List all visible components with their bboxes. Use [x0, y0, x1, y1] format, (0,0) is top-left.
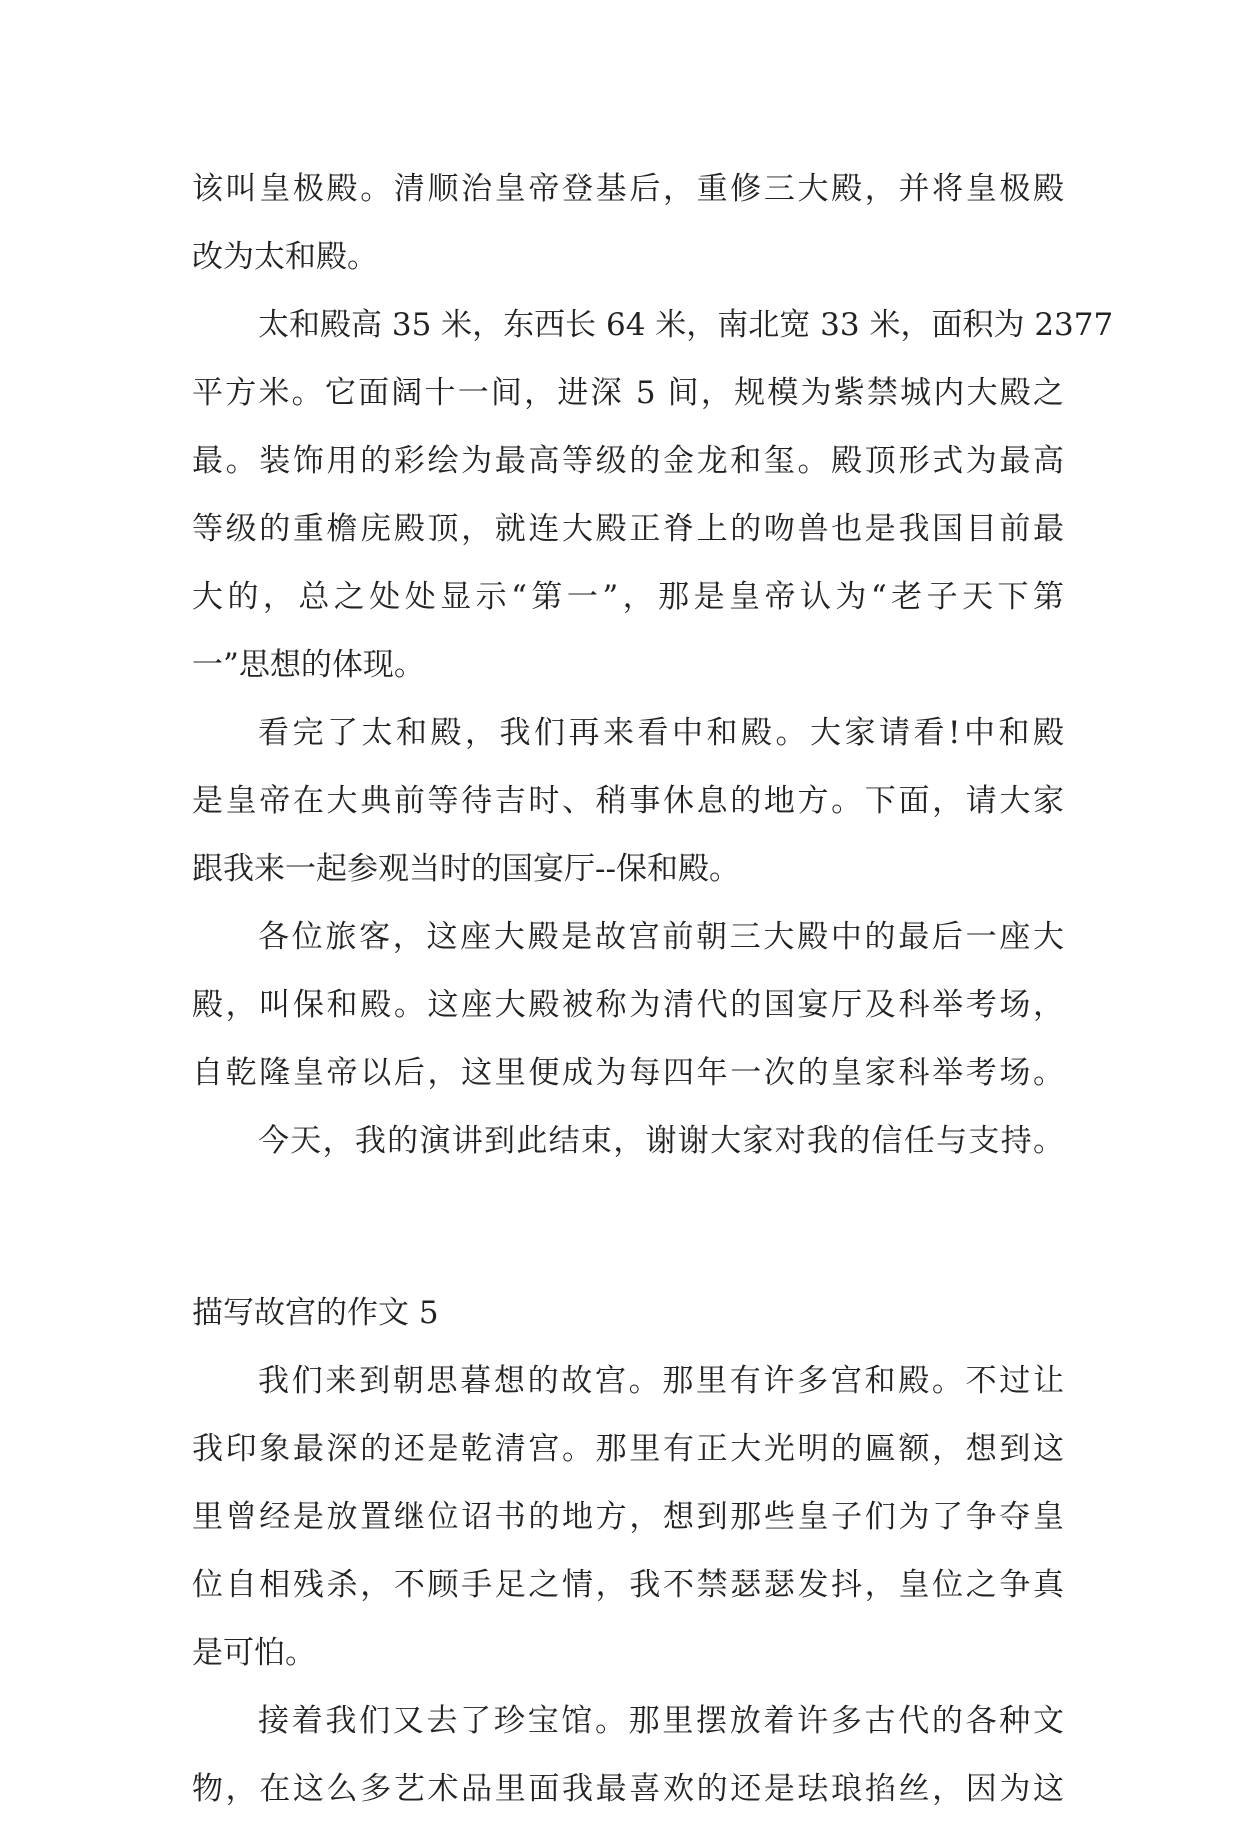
text-line: 我印象最深的还是乾清宫。那里有正大光明的匾额，想到这 [192, 1431, 1064, 1467]
text-line: 今天，我的演讲到此结束，谢谢大家对我的信任与支持。 [258, 1123, 1064, 1159]
text-line: 是可怕。 [192, 1635, 316, 1671]
text-line: 大的，总之处处显示“第一”，那是皇帝认为“老子天下第 [192, 579, 1064, 615]
text-line: 一”思想的体现。 [192, 647, 425, 683]
text-line: 平方米。它面阔十一间，进深 5 间，规模为紫禁城内大殿之 [192, 375, 1064, 411]
paragraph [192, 1687, 1064, 1823]
paragraph [192, 699, 1064, 903]
text-line: 里曾经是放置继位诏书的地方，想到那些皇子们为了争夺皇 [192, 1499, 1064, 1535]
paragraph [192, 903, 1064, 1107]
section-heading: 描写故宫的作文 5 [192, 1295, 439, 1331]
paragraph [192, 291, 1114, 699]
text-line: 我们来到朝思暮想的故宫。那里有许多宫和殿。不过让 [258, 1363, 1064, 1399]
paragraph [192, 155, 1064, 291]
text-line: 各位旅客，这座大殿是故宫前朝三大殿中的最后一座大 [258, 919, 1064, 955]
text-line: 太和殿高 35 米，东西长 64 米，南北宽 33 米，面积为 2377 [258, 307, 1114, 343]
text-line: 位自相残杀，不顾手足之情，我不禁瑟瑟发抖，皇位之争真 [192, 1567, 1064, 1603]
text-line: 看完了太和殿，我们再来看中和殿。大家请看!中和殿 [258, 715, 1064, 751]
text-line: 接着我们又去了珍宝馆。那里摆放着许多古代的各种文 [258, 1703, 1064, 1739]
text-line: 殿，叫保和殿。这座大殿被称为清代的国宴厅及科举考场， [192, 987, 1064, 1023]
text-line: 改为太和殿。 [192, 239, 378, 275]
text-line: 自乾隆皇帝以后，这里便成为每四年一次的皇家科举考场。 [192, 1055, 1064, 1091]
section-gap [192, 1175, 1064, 1279]
text-line: 是皇帝在大典前等待吉时、稍事休息的地方。下面，请大家 [192, 783, 1064, 819]
text-line: 该叫皇极殿。清顺治皇帝登基后，重修三大殿，并将皇极殿 [192, 171, 1064, 207]
text-line: 跟我来一起参观当时的国宴厅--保和殿。 [192, 851, 740, 887]
text-line: 最。装饰用的彩绘为最高等级的金龙和玺。殿顶形式为最高 [192, 443, 1064, 479]
document-page [192, 155, 1114, 1823]
text-line: 物，在这么多艺术品里面我最喜欢的还是珐琅掐丝，因为这 [192, 1771, 1064, 1807]
text-line: 等级的重檐庑殿顶，就连大殿正脊上的吻兽也是我国目前最 [192, 511, 1064, 547]
paragraph [192, 1107, 1064, 1175]
paragraph [192, 1347, 1064, 1687]
